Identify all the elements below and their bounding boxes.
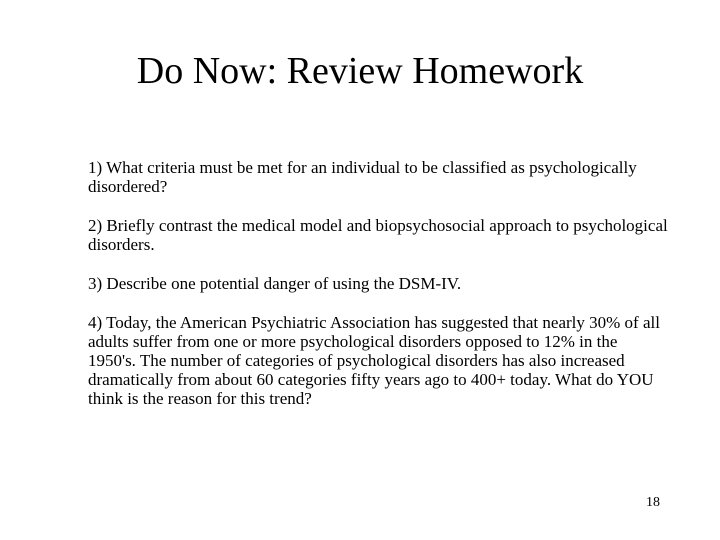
question-list: [88, 158, 668, 428]
page-number: 18: [646, 495, 660, 510]
slide-title: Do Now: Review Homework: [136, 50, 584, 92]
question-3: 3) Describe one potential danger of using the DSM-IV.: [88, 274, 462, 293]
question-1: 1) What criteria must be met for an individual to be classified as psychologically disordered?: [88, 158, 637, 196]
question-2: 2) Briefly contrast the medical model and biopsychosocial approach to psychological disorders.: [88, 216, 668, 254]
question-4: 4) Today, the American Psychiatric Association has suggested that nearly 30% of all adults suffer from one or more psychological disorders opposed to 12% in the 1950's. The number of categories of psychological disorders has also increased dramatically from about 60 categories fifty years ago to 400+ today. What do YOU think is the reason for this trend?: [88, 313, 660, 408]
